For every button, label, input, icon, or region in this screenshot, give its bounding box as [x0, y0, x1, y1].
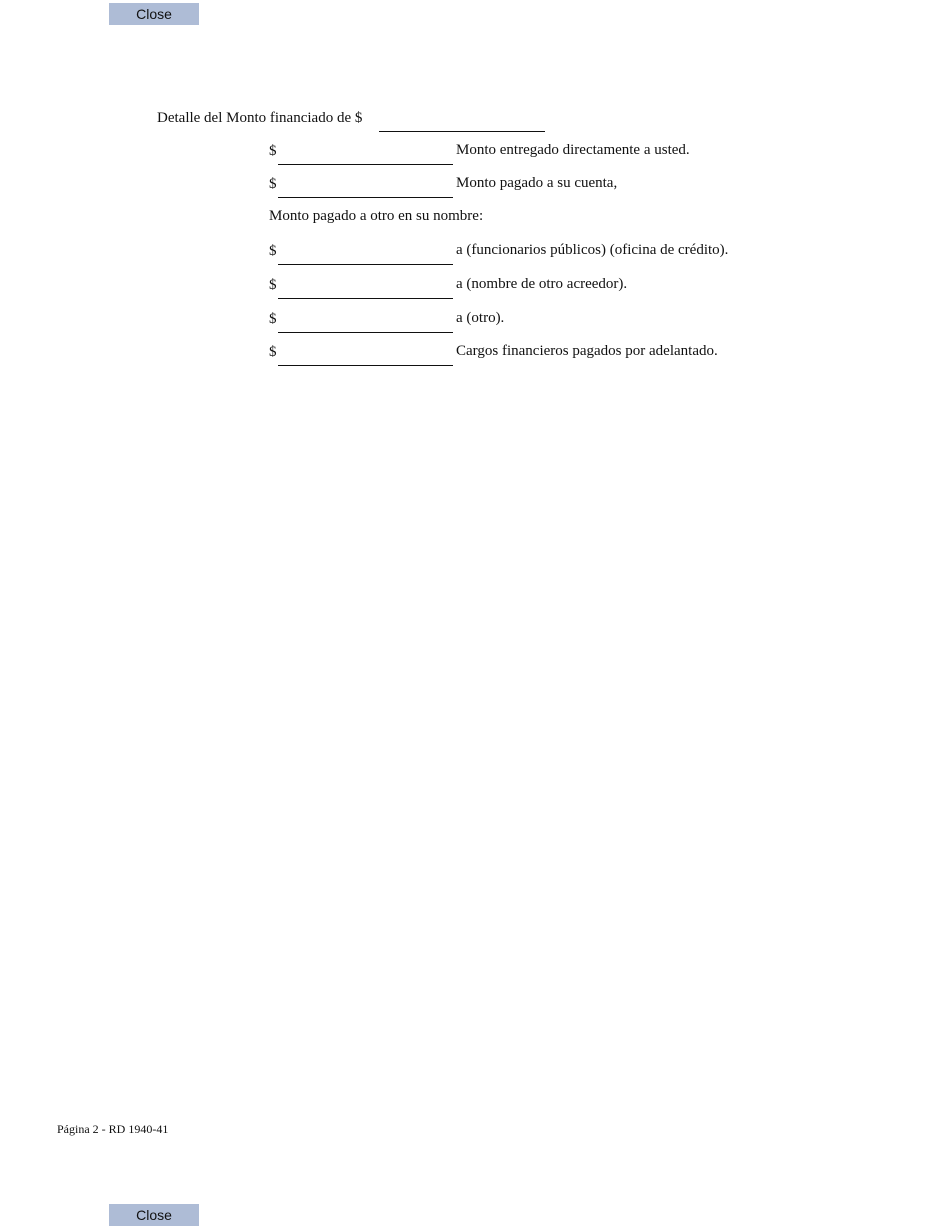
prepaid-charges-label: Cargos financieros pagados por adelantado.	[456, 343, 718, 359]
officials-amount-blank	[278, 264, 453, 265]
account-amount-label: Monto pagado a su cuenta,	[456, 175, 618, 191]
currency-symbol: $	[269, 311, 277, 327]
page-footer: Página 2 - RD 1940-41	[57, 1122, 169, 1136]
close-button-bottom[interactable]: Close	[109, 1204, 199, 1226]
other-amount-blank	[278, 332, 453, 333]
other-creditor-amount-blank	[278, 298, 453, 299]
currency-symbol: $	[269, 344, 277, 360]
currency-symbol: $	[269, 243, 277, 259]
account-amount-blank	[278, 197, 453, 198]
other-creditor-amount-label: a (nombre de otro acreedor).	[456, 276, 628, 292]
prepaid-charges-blank	[278, 365, 453, 366]
direct-amount-blank	[278, 164, 453, 165]
currency-symbol: $	[269, 176, 277, 192]
currency-symbol: $	[269, 143, 277, 159]
officials-amount-label: a (funcionarios públicos) (oficina de crédito).	[456, 242, 729, 258]
amount-financed-label: Detalle del Monto financiado de $	[157, 110, 363, 126]
direct-amount-label: Monto entregado directamente a usted.	[456, 142, 690, 158]
close-button-top[interactable]: Close	[109, 3, 199, 25]
paid-to-other-heading: Monto pagado a otro en su nombre:	[269, 208, 484, 224]
other-amount-label: a (otro).	[456, 310, 505, 326]
amount-financed-blank	[379, 131, 545, 132]
currency-symbol: $	[269, 277, 277, 293]
